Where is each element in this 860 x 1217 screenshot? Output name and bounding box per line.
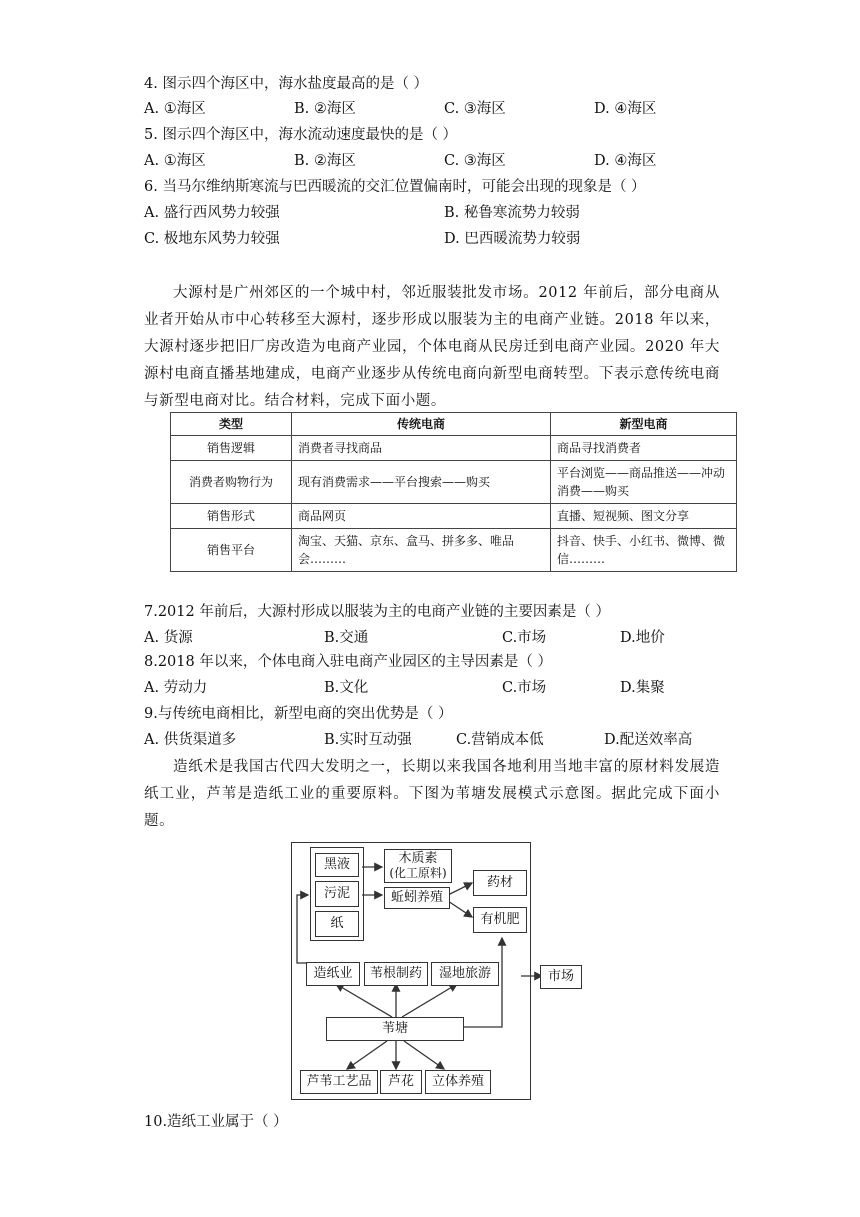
paper-label: 纸	[330, 916, 344, 931]
q9-option-d: D.配送效率高	[604, 732, 693, 748]
reed-root-box	[364, 962, 428, 986]
q9-option-a: A. 供货渠道多	[144, 732, 237, 748]
q5-option-b: B. ②海区	[294, 153, 356, 169]
table-header: 类型	[171, 413, 292, 436]
table-cell: 抖音、快手、小红书、微博、微信………	[551, 529, 737, 572]
fertilizer-label: 有机肥	[480, 912, 520, 927]
wetland-label: 湿地旅游	[438, 966, 491, 981]
table-cell: 现有消费需求——平台搜索——购买	[292, 461, 551, 504]
table-row	[171, 504, 737, 529]
crafts-box	[300, 1070, 378, 1094]
table-header: 新型电商	[551, 413, 737, 436]
table-row	[171, 529, 737, 572]
table-header-row	[171, 413, 737, 436]
papermaking-label: 造纸业	[313, 966, 353, 981]
table-cell: 直播、短视频、图文分享	[551, 504, 737, 529]
q4-stem: 4. 图示四个海区中，海水盐度最高的是（ ）	[144, 76, 429, 92]
market-label: 市场	[547, 969, 574, 984]
q4-option-d: D. ④海区	[594, 101, 657, 117]
fertilizer-box	[473, 907, 527, 933]
table-cell: 淘宝、天猫、京东、盒马、拼多多、唯品会………	[292, 529, 551, 572]
earthworm-label: 蚯蚓养殖	[390, 890, 443, 905]
table-row	[171, 461, 737, 504]
reed-pond-box	[326, 1017, 464, 1041]
table-header: 传统电商	[292, 413, 551, 436]
q7-option-b: B.交通	[324, 630, 369, 646]
stereo-breeding-box	[425, 1070, 491, 1094]
wetland-box	[431, 962, 499, 986]
passage-dayuan-text: 大源村是广州郊区的一个城中村，邻近服装批发市场。2012 年前后，部分电商从业者开始从市中心转移至大源村，逐步形成以服装为主的电商产业链。2018 年以来，大源村逐步把旧厂房改造为电商产业园，个体电商从民房迁到电商产业园。2020 年大源村电商直播基地建成，电商产业逐步从传统电商向新型电商转型。下表示意传统电商与新型电商对比。结合材料，完成下面小题。	[144, 285, 720, 409]
sludge-label: 污泥	[323, 886, 350, 901]
table-cell: 消费者寻找商品	[292, 436, 551, 461]
table-row	[171, 436, 737, 461]
q7-option-a: A. 货源	[144, 630, 193, 646]
q7-option-c: C.市场	[502, 630, 547, 646]
q6-stem: 6. 当马尔维纳斯寒流与巴西暖流的交汇位置偏南时，可能会出现的现象是（ ）	[144, 179, 646, 195]
q8-option-b: B.文化	[324, 680, 369, 696]
paper-box	[315, 911, 359, 937]
q7-stem: 7.2012 年前后，大源村形成以服装为主的电商产业链的主要因素是（ ）	[144, 604, 610, 620]
reed-pond-label: 苇塘	[381, 1021, 408, 1036]
table-cell: 销售平台	[171, 529, 292, 572]
q4-option-c: C. ③海区	[444, 101, 506, 117]
q8-option-d: D.集聚	[620, 680, 665, 696]
lignin-label: 木质素	[398, 851, 438, 866]
lignin-note: (化工原料)	[389, 866, 447, 880]
q5-option-c: C. ③海区	[444, 153, 506, 169]
q4-option-a: A. ①海区	[144, 101, 206, 117]
reed-flower-label: 芦花	[387, 1074, 414, 1089]
passage-papermaking	[144, 754, 720, 835]
passage-papermaking-text: 造纸术是我国古代四大发明之一，长期以来我国各地利用当地丰富的原材料发展造纸工业，芦苇是造纸工业的重要原料。下图为苇塘发展模式示意图。据此完成下面小题。	[144, 759, 720, 829]
q5-option-a: A. ①海区	[144, 153, 206, 169]
q9-option-b: B.实时互动强	[324, 732, 412, 748]
table-cell: 商品网页	[292, 504, 551, 529]
black-liquor-label: 黑液	[323, 857, 350, 872]
earthworm-box	[384, 887, 450, 909]
papermaking-box	[306, 962, 360, 986]
q7-option-d: D.地价	[620, 630, 665, 646]
table-cell: 商品寻找消费者	[551, 436, 737, 461]
crafts-label: 芦苇工艺品	[306, 1074, 372, 1089]
q6-option-b: B. 秘鲁寒流势力较弱	[444, 205, 580, 221]
q8-option-c: C.市场	[502, 680, 547, 696]
medicine-label: 药材	[486, 875, 513, 890]
q6-option-a: A. 盛行西风势力较强	[144, 205, 280, 221]
table-cell: 销售形式	[171, 504, 292, 529]
q6-option-c: C. 极地东风势力较强	[144, 231, 280, 247]
sludge-box	[315, 881, 359, 907]
q4-option-b: B. ②海区	[294, 101, 356, 117]
reed-pond-model-diagram	[291, 842, 531, 1100]
ecommerce-comparison-table	[170, 412, 737, 572]
table-cell: 销售逻辑	[171, 436, 292, 461]
q8-option-a: A. 劳动力	[144, 680, 208, 696]
q9-option-c: C.营销成本低	[456, 732, 544, 748]
reed-root-label: 苇根制药	[369, 966, 422, 981]
passage-dayuan	[144, 280, 720, 415]
q6-option-d: D. 巴西暖流势力较弱	[444, 231, 581, 247]
medicine-box	[473, 870, 527, 896]
market-box	[540, 965, 582, 989]
q5-stem: 5. 图示四个海区中，海水流动速度最快的是（ ）	[144, 127, 458, 143]
table-cell: 消费者购物行为	[171, 461, 292, 504]
q9-stem: 9.与传统电商相比，新型电商的突出优势是（ ）	[144, 706, 453, 722]
reed-flower-box	[380, 1070, 422, 1094]
table-cell: 平台浏览——商品推送——冲动消费——购买	[551, 461, 737, 504]
black-liquor-box	[315, 853, 359, 877]
lignin-box	[384, 849, 452, 883]
q10-stem: 10.造纸工业属于（ ）	[144, 1114, 288, 1130]
q8-stem: 8.2018 年以来，个体电商入驻电商产业园区的主导因素是（ ）	[144, 654, 552, 670]
stereo-breeding-label: 立体养殖	[431, 1074, 484, 1089]
q5-option-d: D. ④海区	[594, 153, 657, 169]
